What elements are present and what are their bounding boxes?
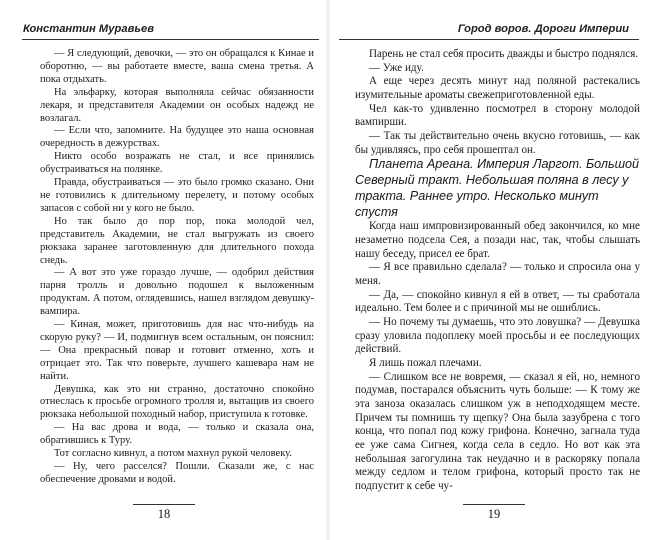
paragraph: Но так было до пор пор, пока молодой чел, представитель Академии, не стал выгружать из своего рюкзака заранее заготовленную для длительного похода снедь. (40, 215, 314, 266)
paragraph: Чел как-то удивленно посмотрел в сторону молодой вампирши. (355, 102, 640, 129)
left-page (0, 0, 322, 540)
paragraph: На эльфарку, которая выполняла сейчас обязанности лекаря, и представителя Академии он особых надежд не возлагал. (40, 86, 314, 124)
paragraph: — Слишком все не вовремя, — сказал я ей, но, немного подумав, постарался объяснить чуть больше: — К тому же эта заноза оказалась слишком уж в неподходящем месте. Причем ты помнишь ту щепку? Она была зазубрена с того конца, что попал под кожу грифона. Конечно, загнала туда ее уже сама Сигнея, когда села в седло. Но вот как эта небольшая загогулина так неудачно и в раскоряку попала между седлом и телом грифона, который просто так не подпустит к себе чу- (355, 370, 640, 492)
scene-heading: Планета Ареана. Империя Ларгот. Большой Северный тракт. Небольшая поляна в лесу у тракта. Раннее утро. Несколько минут спустя (355, 157, 640, 219)
paragraph: — Так ты действительно очень вкусно готовишь, — как бы удивляясь, про себя прошептал он. (355, 129, 640, 156)
page-number: 18 (157, 507, 171, 521)
paragraph: — Киная, может, приготовишь для нас что-нибудь на скорую руку? — И, подмигнув всем остальным, он пояснил: — Она прекрасный повар и готовит отменно, хоть и отрицает это. Так что поверьте, лучшего кашевара нам не найти. (40, 319, 314, 382)
right-page (335, 0, 657, 540)
paragraph: Тот согласно кивнул, а потом махнул рукой человеку. (54, 448, 292, 460)
footer-rule (463, 504, 525, 505)
paragraph: — Я все правильно сделала? — только и спросила она у меня. (355, 261, 640, 288)
paragraph: — Но почему ты думаешь, что это ловушка? — Девушка сразу уловила подоплеку моей просьбы и ее последующих действий. (355, 316, 640, 356)
footer-rule (133, 504, 195, 505)
header-rule (339, 39, 639, 40)
paragraph: — Я следующий, девочки, — это он обращался к Кинае и оборотню, — вы работаете вместе, ваша смена третья. А пока отдыхать. (40, 48, 314, 85)
paragraph: — На вас дрова и вода, — только и сказала она, обратившись к Туру. (40, 422, 314, 447)
running-head-author: Константин Муравьев (23, 23, 154, 35)
paragraph: — А вот это уже гораздо лучше, — одобрил действия парня тролль и довольно подошел к выложенным продуктам. А потом, оглядевшись, нашел взглядом девушку-вампира. (40, 267, 314, 318)
paragraph: — Если что, запомните. На будущее это наша основная очередность в дежурствах. (40, 125, 314, 150)
paragraph: Парень не стал себя просить дважды и быстро поднялся. (369, 48, 639, 60)
paragraph: — Ну, чего расселся? Пошли. Сказали же, с нас обеспечение дровами и водой. (40, 461, 314, 485)
running-head-title: Город воров. Дороги Империи (457, 23, 629, 35)
header-rule (22, 39, 319, 40)
paragraph: Никто особо возражать не стал, и все принялись обустраиваться на полянке. (40, 151, 314, 176)
paragraph: — Да, — спокойно кивнул я ей в ответ, — ты сработала идеально. Тем более и с причиной мы не ошиблись. (355, 288, 640, 315)
right-page-body (355, 48, 640, 494)
paragraph: А еще через десять минут над поляной растекались изумительные ароматы свежеприготовленной еды. (355, 75, 640, 101)
paragraph: Девушка, как это ни странно, достаточно спокойно отнеслась к просьбе огромного тролля и, вытащив из своего рюкзака небольшой походный набор, приступила к готовке. (40, 383, 314, 421)
book-gutter (325, 0, 331, 540)
paragraph: Я лишь пожал плечами. (369, 357, 482, 369)
left-page-body (40, 48, 314, 487)
paragraph: Когда наш импровизированный обед закончился, ко мне незаметно подсела Сея, а позади нас, так, чтобы слышать нашу беседу, присел ее брат. (355, 220, 640, 260)
page-number: 19 (487, 507, 501, 521)
paragraph: — Уже иду. (369, 61, 424, 74)
paragraph: Правда, обустраиваться — это было громко сказано. Они не готовились к длительному перелету, и потому особых запасов с собой ни у кого не было. (40, 177, 314, 214)
